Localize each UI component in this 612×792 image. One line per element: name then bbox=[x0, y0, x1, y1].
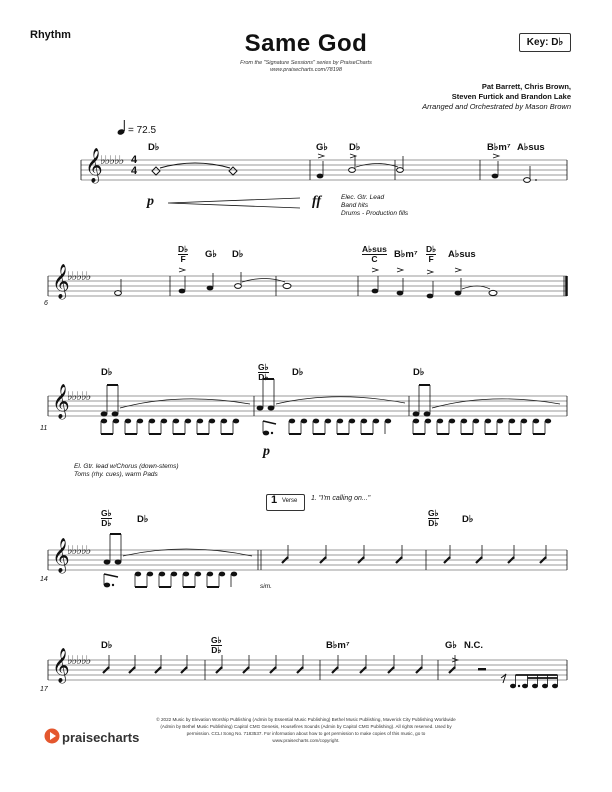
key-signature-flats-icon: ♭♭♭♭♭ bbox=[67, 653, 91, 667]
treble-clef-icon: 𝄞 bbox=[85, 148, 103, 183]
treble-clef-icon: 𝄞 bbox=[52, 538, 70, 573]
praisecharts-logo-icon bbox=[44, 727, 60, 745]
song-title: Same God bbox=[244, 30, 368, 57]
series-url: www.praisecharts.com/78198 bbox=[270, 67, 342, 73]
part-label: Rhythm bbox=[30, 29, 71, 41]
dynamic-p: p bbox=[147, 194, 154, 209]
sim-marking: sim. bbox=[260, 583, 272, 590]
chord-symbol: G♭ bbox=[205, 249, 217, 260]
dynamic-ff: ff bbox=[312, 194, 322, 209]
chord-symbol: B♭m⁷ bbox=[394, 249, 418, 260]
tempo-marking: = 72.5 bbox=[128, 125, 157, 136]
treble-clef-icon: 𝄞 bbox=[52, 384, 70, 419]
slash-chord: G♭ D♭ bbox=[211, 635, 222, 655]
chord-symbol: N.C. bbox=[464, 640, 483, 651]
treble-clef-icon: 𝄞 bbox=[52, 264, 70, 299]
key-signature-flats-icon: ♭♭♭♭♭ bbox=[67, 269, 91, 283]
measure-number: 6 bbox=[44, 300, 48, 307]
key-signature-flats-icon: ♭♭♭♭♭ bbox=[100, 153, 124, 167]
copyright-notice: © 2022 Music by Elevation Worship Publishing (Admin by Essential Music Publishing) Bethel Music Publishing, Maverick City Publishing Worldwide (Admin by Bethel Music Publishing) Capitol CMG Genesis, Housefires Sounds (Admin by Capitol CMG Publishing). All rights reserved. Used by permission. CCLI Song No. 7183537. For information about how to get permission to make copies of this music, go to www.praisecharts.com/copyright. bbox=[156, 717, 456, 743]
slash-chord: G♭ D♭ bbox=[101, 508, 112, 528]
key-box: Key: D♭ bbox=[519, 33, 571, 52]
chord-symbol: D♭ bbox=[413, 367, 425, 378]
time-signature: 4 4 bbox=[131, 154, 138, 177]
chord-symbol: B♭m⁷ bbox=[326, 640, 350, 651]
slash-chord: G♭ D♭ bbox=[258, 362, 269, 382]
slash-chord: A♭sus C bbox=[362, 244, 387, 264]
instrument-note: El. Gtr. lead w/Chorus (down-stems) Toms (rhy. cues), warm Pads bbox=[74, 463, 179, 478]
credits-writers-1: Pat Barrett, Chris Brown, bbox=[481, 82, 571, 91]
dynamic-p: p bbox=[263, 444, 270, 459]
slash-chord: D♭ F bbox=[426, 244, 437, 264]
key-signature-flats-icon: ♭♭♭♭♭ bbox=[67, 543, 91, 557]
series-subtitle: From the "Signature Sessions" series by PraiseCharts bbox=[240, 60, 372, 66]
credits-writers-2: Steven Furtick and Brandon Lake bbox=[451, 92, 571, 101]
measure-number: 14 bbox=[40, 576, 48, 583]
credits-arranger: Arranged and Orchestrated by Mason Brown bbox=[422, 102, 571, 111]
chord-symbol: G♭ bbox=[316, 142, 328, 153]
chord-symbol: D♭ bbox=[292, 367, 304, 378]
lyric-cue: 1. "I'm calling on..." bbox=[311, 495, 371, 502]
chord-symbol: A♭sus bbox=[517, 142, 545, 153]
chord-symbol: A♭sus bbox=[448, 249, 476, 260]
chord-symbol: G♭ bbox=[445, 640, 457, 651]
praisecharts-logo: praisecharts bbox=[62, 730, 140, 745]
chord-symbol: D♭ bbox=[232, 249, 244, 260]
chord-symbol: D♭ bbox=[462, 514, 474, 525]
measure-number: 11 bbox=[40, 425, 48, 432]
chord-symbol: B♭m⁷ bbox=[487, 142, 511, 153]
section-number: 1 bbox=[271, 494, 278, 506]
chord-symbol: D♭ bbox=[101, 640, 113, 651]
slash-chord: G♭ D♭ bbox=[428, 508, 439, 528]
chord-symbol: D♭ bbox=[148, 142, 160, 153]
slash-chord: D♭ F bbox=[178, 244, 189, 264]
chord-symbol: D♭ bbox=[137, 514, 149, 525]
instrument-note: Elec. Gtr. Lead Band hits Drums - Production fills bbox=[341, 194, 409, 217]
section-label: Verse bbox=[282, 498, 298, 504]
treble-clef-icon: 𝄞 bbox=[52, 648, 70, 683]
measure-number: 17 bbox=[40, 686, 48, 693]
key-signature-flats-icon: ♭♭♭♭♭ bbox=[67, 389, 91, 403]
chord-symbol: D♭ bbox=[101, 367, 113, 378]
chord-symbol: D♭ bbox=[349, 142, 361, 153]
